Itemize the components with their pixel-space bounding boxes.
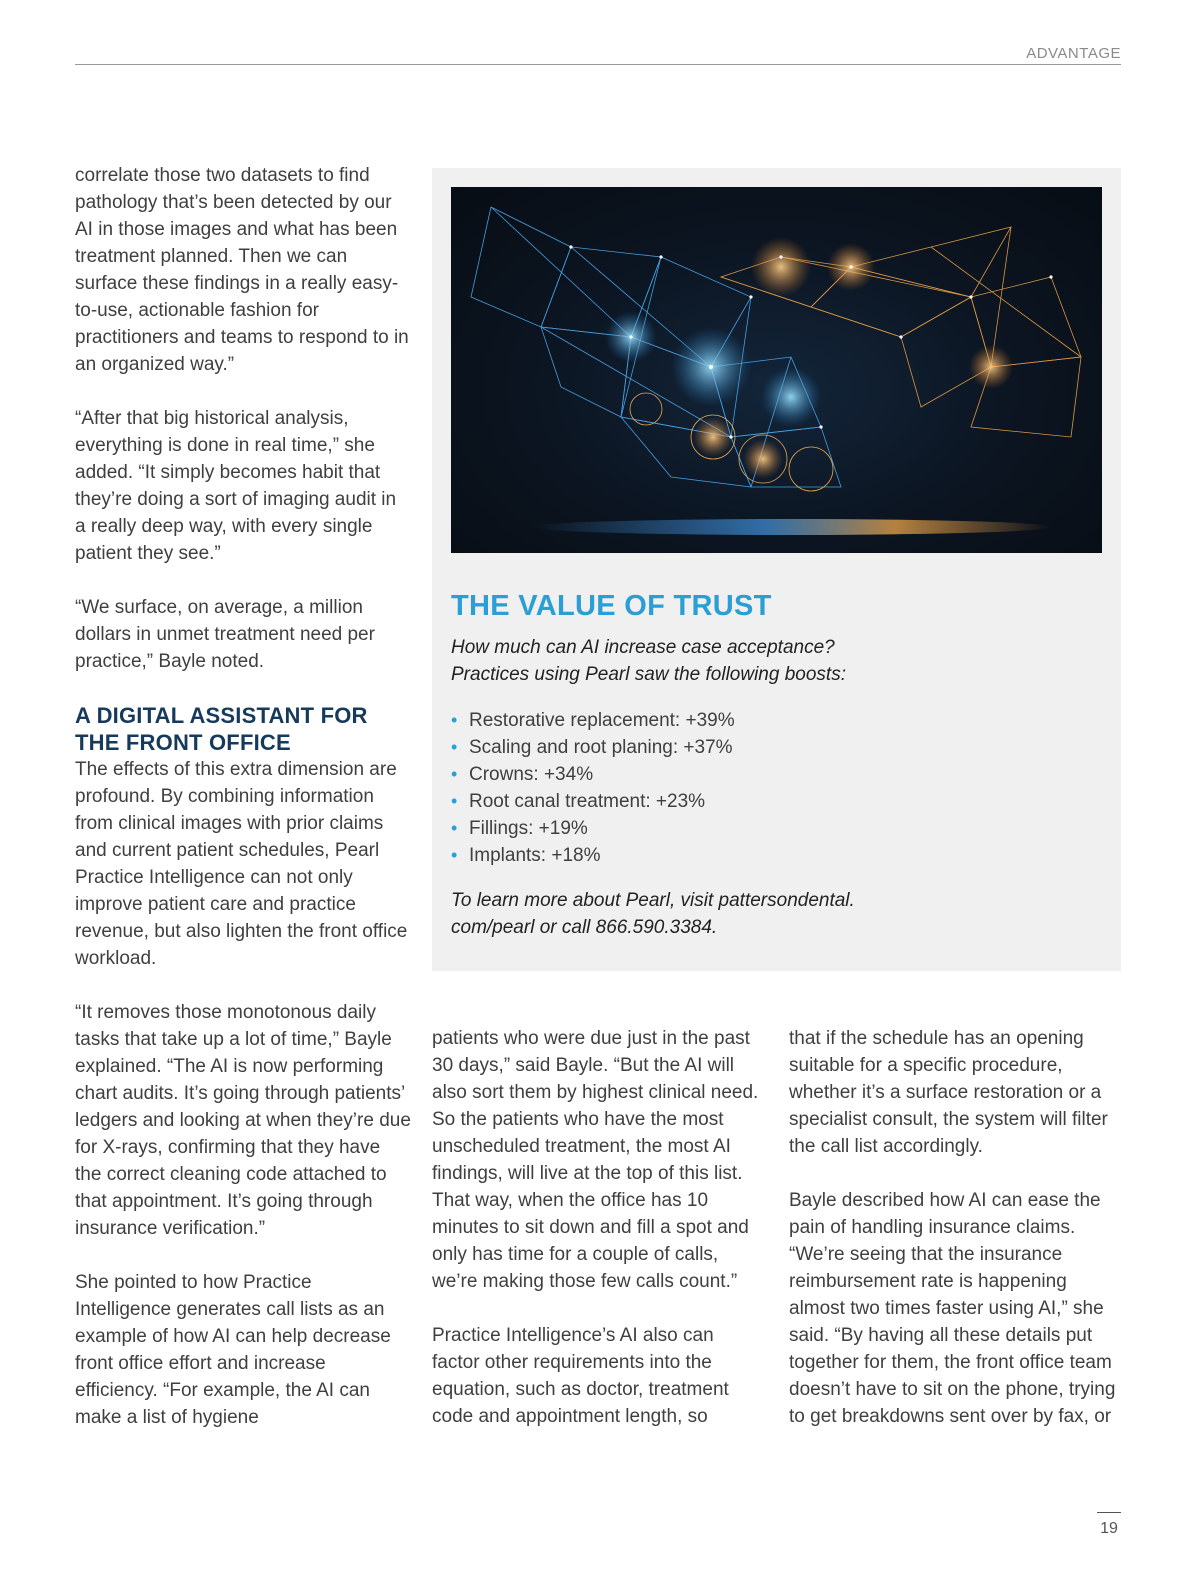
value-of-trust-sidebar — [432, 168, 1121, 971]
list-item-label: Root canal treatment: +23% — [469, 791, 706, 812]
list-item — [451, 707, 1091, 734]
list-item — [451, 734, 1091, 761]
list-item — [451, 788, 1091, 815]
body-paragraph: correlate those two datasets to find pathology that’s been detected by our AI in those images and what has been treatment planned. Then we can surface these findings in a really easy-to-use, actionable fashion for practitioners and teams to respond to in an organized way.” — [75, 165, 409, 375]
list-item — [451, 842, 1091, 869]
section-label: ADVANTAGE — [1026, 45, 1121, 62]
list-item-label: Crowns: +34% — [469, 764, 594, 785]
cta-line: To learn more about Pearl, visit pattersondental. — [451, 890, 855, 911]
page-number-rule — [1097, 1512, 1121, 1513]
body-paragraph: The effects of this extra dimension are profound. By combining information from clinical images with prior claims and current patient schedules, Pearl Practice Intelligence can not only improve patient care and practice revenue, but also lighten the front office workload. — [75, 759, 408, 969]
sidebar-call-to-action — [451, 887, 1091, 941]
subhead-line: A DIGITAL ASSISTANT FOR — [75, 703, 368, 728]
left-column — [75, 162, 411, 1431]
body-paragraph: She pointed to how Practice Intelligence generates call lists as an example of how AI can help decrease front office effort and increase efficiency. “For example, the AI can make a list of hygiene — [75, 1272, 391, 1428]
intro-line: Practices using Pearl saw the following boosts: — [451, 664, 846, 685]
subhead-line: THE FRONT OFFICE — [75, 730, 291, 755]
body-paragraph: Bayle described how AI can ease the pain of handling insurance claims. “We’re seeing that the insurance reimbursement rate is happening almost two times faster using AI,” she said. “By having all these details put together for them, the front office team doesn’t have to sit on the phone, trying to get breakdowns sent over by fax, or — [789, 1190, 1116, 1427]
list-item-label: Fillings: +19% — [469, 818, 588, 839]
intro-line: How much can AI increase case acceptance? — [451, 637, 835, 658]
body-paragraph: patients who were due just in the past 30 days,” said Bayle. “But the AI will also sort them by highest clinical need. So the patients who have the most unscheduled treatment, the most AI findings, will live at the top of this list. That way, when the office has 10 minutes to sit down and fill a spot and only has time for a couple of calls, we’re making those few calls count.” — [432, 1028, 759, 1292]
section-subhead — [75, 702, 411, 756]
list-item — [451, 761, 1091, 788]
bullet-icon: • — [451, 764, 458, 784]
list-item-label: Restorative replacement: +39% — [469, 710, 735, 731]
sidebar-intro — [451, 634, 1091, 688]
cta-line: com/pearl or call 866.590.3384. — [451, 917, 718, 938]
body-paragraph: “It removes those monotonous daily tasks that take up a lot of time,” Bayle explained. “The AI is now performing chart audits. It’s going through patients’ ledgers and looking at when they’re due for X-rays, confirming that they have the correct cleaning code attached to that appointment. It’s going through insurance verification.” — [75, 1002, 411, 1239]
bullet-icon: • — [451, 818, 458, 838]
list-item-label: Implants: +18% — [469, 845, 601, 866]
header-divider — [75, 64, 1121, 65]
right-column — [789, 1025, 1121, 1430]
middle-column — [432, 1025, 762, 1430]
bullet-icon: • — [451, 845, 458, 865]
body-paragraph: “We surface, on average, a million dollars in unmet treatment need per practice,” Bayle noted. — [75, 597, 375, 672]
page-number: 19 — [1100, 1520, 1118, 1537]
handshake-network-illustration-icon — [451, 187, 1102, 553]
sidebar-title: THE VALUE OF TRUST — [451, 590, 772, 622]
list-item-label: Scaling and root planing: +37% — [469, 737, 733, 758]
bullet-icon: • — [451, 710, 458, 730]
boost-list — [451, 707, 1091, 869]
body-paragraph: “After that big historical analysis, everything is done in real time,” she added. “It simply becomes habit that they’re doing a sort of imaging audit in a really deep way, with every single patient they see.” — [75, 408, 397, 564]
body-paragraph: Practice Intelligence’s AI also can factor other requirements into the equation, such as doctor, treatment code and appointment length, so — [432, 1325, 729, 1427]
list-item — [451, 815, 1091, 842]
body-paragraph: that if the schedule has an opening suitable for a specific procedure, whether it’s a surface restoration or a specialist consult, the system will filter the call list accordingly. — [789, 1028, 1108, 1157]
bullet-icon: • — [451, 737, 458, 757]
bullet-icon: • — [451, 791, 458, 811]
